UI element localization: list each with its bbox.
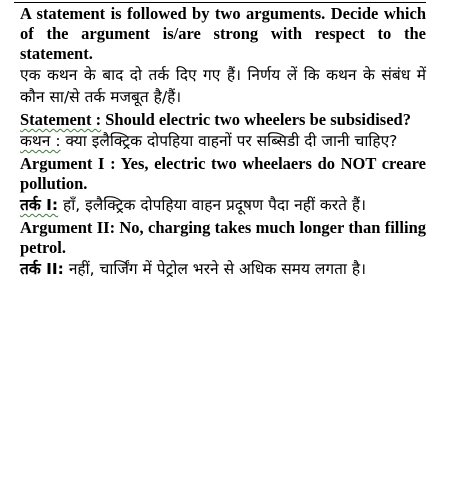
argument1-label-en: Argument I : [20, 154, 116, 173]
argument1-hi [20, 194, 426, 216]
argument2-text-en: No, charging takes much longer than filling petrol. [20, 218, 426, 257]
statement-hi [20, 130, 426, 152]
argument1-en [20, 154, 426, 194]
argument2-text-hi: नहीं, चार्जिंग में पेट्रोल भरने से अधिक समय लगता है। [68, 260, 366, 278]
argument2-en [20, 218, 426, 258]
argument2-label-en: Argument II: [20, 218, 116, 237]
statement-en [20, 110, 426, 130]
statement-label-en: Statement : [20, 110, 102, 129]
statement-text-hi: क्या इलैक्ट्रिक दोपहिया वाहनों पर सब्सिडी दी जानी चाहिए? [65, 132, 398, 150]
argument1-text-en: Yes, electric two wheelaers do NOT creare pollution. [20, 154, 426, 193]
argument1-text-hi: हाँ, इलैक्ट्रिक दोपहिया वाहन प्रदूषण पैदा नहीं करते हैं। [63, 196, 366, 214]
page-top-border [14, 2, 426, 3]
statement-text-en: Should electric two wheelers be subsidised? [105, 110, 411, 129]
argument2-hi [20, 258, 426, 280]
statement-label-hi: कथन : [20, 132, 61, 150]
argument2-label-hi: तर्क II: [20, 260, 64, 278]
question-instruction-hi: एक कथन के बाद दो तर्क दिए गए हैं। निर्णय लें कि कथन के संबंध में कौन सा/से तर्क मजबूत है/हैं। [20, 66, 426, 106]
question-instruction-en: A statement is followed by two arguments. Decide which of the argument is/are strong with respect to the statement. [20, 4, 426, 63]
argument1-label-hi: तर्क I: [20, 196, 59, 214]
question-document [20, 4, 426, 282]
